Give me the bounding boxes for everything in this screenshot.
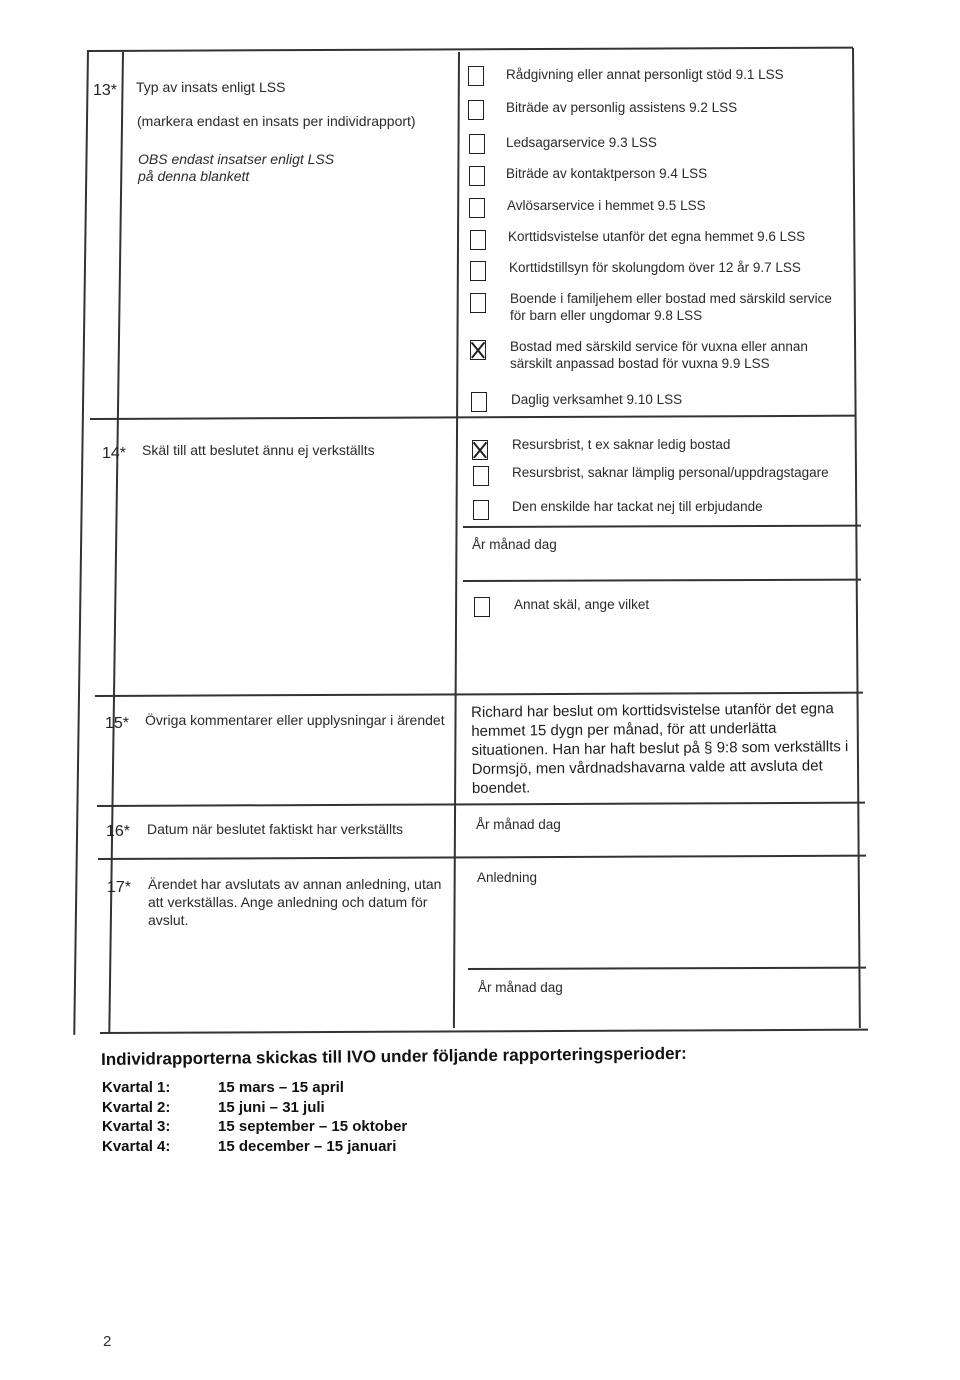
option-label: Ledsagarservice 9.3 LSS bbox=[506, 135, 657, 150]
quarter-label: Kvartal 3: bbox=[102, 1118, 171, 1135]
option-label: Avlösarservice i hemmet 9.5 LSS bbox=[507, 198, 706, 213]
period-dates: 15 juni – 31 juli bbox=[218, 1099, 325, 1116]
quarter-label: Kvartal 1: bbox=[102, 1079, 171, 1096]
section-label: Datum när beslutet faktiskt har verkställts bbox=[147, 821, 403, 837]
option-label: Den enskilde har tackat nej till erbjudande bbox=[512, 499, 763, 514]
checkbox[interactable] bbox=[469, 166, 485, 186]
checkbox[interactable] bbox=[471, 392, 487, 412]
row-sep-13-14 bbox=[90, 415, 856, 420]
section-label: Typ av insats enligt LSS bbox=[136, 79, 286, 95]
comment-text: Richard har beslut om korttidsvistelse utanför det egna hemmet 15 dygn per månad, för att underlätta situationen. Han har haft beslut på § 9:8 som verkställts i Dormsjö, men vårdnadshavarna valde att avsluta det boendet. bbox=[471, 700, 849, 797]
checkbox[interactable] bbox=[474, 597, 490, 617]
date-label: År månad dag bbox=[472, 537, 557, 552]
border-top bbox=[87, 47, 853, 52]
period-row bbox=[102, 1138, 396, 1155]
checkbox[interactable] bbox=[470, 261, 486, 281]
row-sep-14-15 bbox=[95, 692, 863, 697]
row-sep-14-date bbox=[463, 525, 861, 528]
obs-note-line1: OBS endast insatser enligt LSS bbox=[138, 151, 335, 167]
obs-note-line2: på denna blankett bbox=[138, 168, 250, 184]
row-sep-15-16 bbox=[97, 802, 865, 807]
quarter-label: Kvartal 4: bbox=[102, 1138, 171, 1155]
period-dates: 15 mars – 15 april bbox=[218, 1079, 344, 1096]
checkbox[interactable] bbox=[469, 134, 485, 154]
period-row bbox=[102, 1118, 407, 1135]
period-dates: 15 september – 15 oktober bbox=[218, 1118, 408, 1135]
option-label: Annat skäl, ange vilket bbox=[514, 597, 650, 612]
option-label: Resursbrist, saknar lämplig personal/uppdragstagare bbox=[512, 465, 829, 480]
section-label: Skäl till att beslutet ännu ej verkställts bbox=[142, 442, 375, 458]
checkbox-checked[interactable] bbox=[470, 340, 486, 360]
border-left bbox=[73, 50, 88, 1035]
quarter-label: Kvartal 2: bbox=[102, 1099, 171, 1116]
option-label: Rådgivning eller annat personligt stöd 9.1 LSS bbox=[506, 67, 784, 82]
option-label: Biträde av kontaktperson 9.4 LSS bbox=[506, 166, 708, 181]
row-sep-16-17 bbox=[98, 855, 866, 860]
option-label: Korttidstillsyn för skolungdom över 12 år 9.7 LSS bbox=[509, 260, 801, 275]
period-dates: 15 december – 15 januari bbox=[218, 1138, 397, 1155]
option-label: Biträde av personlig assistens 9.2 LSS bbox=[506, 100, 738, 115]
checkbox[interactable] bbox=[469, 198, 485, 218]
option-label: Daglig verksamhet 9.10 LSS bbox=[511, 392, 683, 407]
row-sep-14-other bbox=[463, 579, 861, 582]
date-label: År månad dag bbox=[478, 980, 563, 995]
section-label: Övriga kommentarer eller upplysningar i ärendet bbox=[145, 712, 445, 728]
border-right bbox=[852, 48, 860, 1028]
period-row bbox=[102, 1079, 344, 1096]
checkbox[interactable] bbox=[468, 100, 484, 120]
section-note: (markera endast en insats per individrapport) bbox=[137, 113, 416, 129]
period-row bbox=[102, 1099, 325, 1116]
option-label: Korttidsvistelse utanför det egna hemmet 9.6 LSS bbox=[508, 229, 806, 244]
section-label: Ärendet har avslutats av annan anledning, utan att verkställas. Ange anledning och datum för avslut. bbox=[148, 876, 442, 928]
checkbox[interactable] bbox=[473, 466, 489, 486]
checkbox[interactable] bbox=[470, 230, 486, 250]
section-number: 15* bbox=[105, 715, 130, 732]
checkbox[interactable] bbox=[470, 293, 486, 313]
checkbox-checked[interactable] bbox=[472, 440, 488, 460]
reporting-periods-title: Individrapporterna skickas till IVO under följande rapporteringsperioder: bbox=[101, 1043, 687, 1069]
checkbox[interactable] bbox=[473, 500, 489, 520]
option-label: Resursbrist, t ex saknar ledig bostad bbox=[512, 437, 731, 452]
page-number: 2 bbox=[103, 1333, 112, 1350]
date-label: År månad dag bbox=[476, 817, 561, 832]
section-number: 14* bbox=[102, 445, 127, 462]
option-label: Bostad med särskild service för vuxna eller annan särskilt anpassad bostad för vuxna 9.9 LSS bbox=[510, 339, 808, 371]
row-sep-17-date bbox=[468, 967, 866, 970]
checkbox[interactable] bbox=[468, 66, 484, 86]
border-bottom bbox=[100, 1029, 868, 1034]
option-label: Boende i familjehem eller bostad med särskild service för barn eller ungdomar 9.8 LSS bbox=[510, 291, 832, 323]
section-number: 13* bbox=[93, 82, 118, 99]
section-number: 16* bbox=[106, 823, 131, 840]
opt-col-divider bbox=[453, 52, 460, 1028]
reason-label: Anledning bbox=[477, 870, 538, 885]
section-number: 17* bbox=[107, 879, 132, 896]
